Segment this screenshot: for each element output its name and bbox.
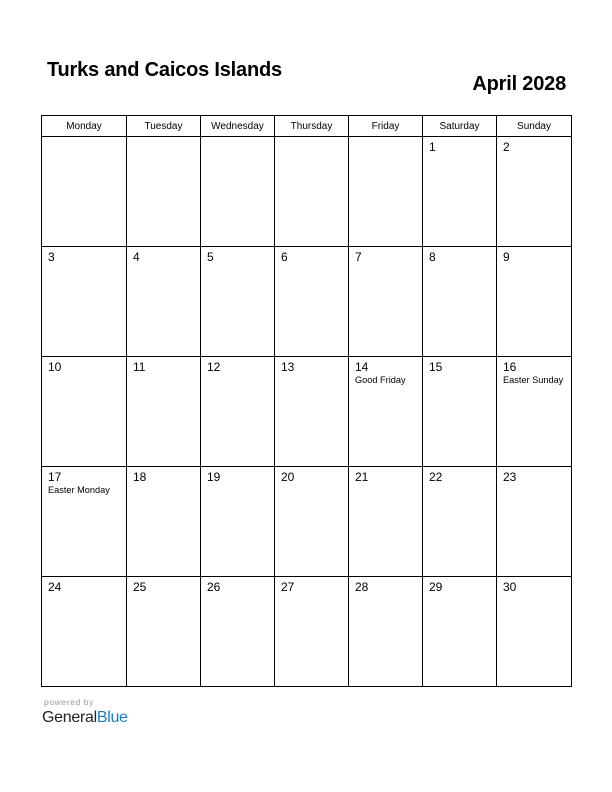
day-number: 8	[429, 250, 436, 264]
day-number: 28	[355, 580, 369, 594]
day-number: 7	[355, 250, 362, 264]
weekday-header-saturday: Saturday	[423, 116, 497, 137]
day-number: 30	[503, 580, 517, 594]
week-row	[42, 357, 572, 467]
day-cell[interactable]	[127, 357, 201, 467]
day-cell[interactable]	[423, 357, 497, 467]
day-cell[interactable]	[497, 247, 572, 357]
weekday-header-wednesday: Wednesday	[201, 116, 275, 137]
day-cell[interactable]	[349, 247, 423, 357]
day-number: 12	[207, 360, 221, 374]
day-cell[interactable]	[127, 137, 201, 247]
day-number: 26	[207, 580, 221, 594]
holiday-label: Easter Monday	[48, 485, 110, 495]
weekday-header-thursday: Thursday	[275, 116, 349, 137]
day-cell[interactable]	[127, 577, 201, 687]
weekday-header-friday: Friday	[349, 116, 423, 137]
day-cell[interactable]	[497, 357, 572, 467]
day-cell[interactable]	[42, 247, 127, 357]
day-number: 20	[281, 470, 295, 484]
weekday-header-tuesday: Tuesday	[127, 116, 201, 137]
day-number: 1	[429, 140, 436, 154]
day-cell[interactable]	[201, 247, 275, 357]
day-number: 6	[281, 250, 288, 264]
day-number: 10	[48, 360, 62, 374]
day-cell[interactable]	[275, 467, 349, 577]
day-cell[interactable]	[201, 577, 275, 687]
day-number: 2	[503, 140, 510, 154]
day-cell[interactable]	[497, 577, 572, 687]
footer-branding	[42, 697, 128, 728]
day-cell[interactable]	[497, 467, 572, 577]
country-title: Turks and Caicos Islands	[47, 59, 282, 81]
day-number: 27	[281, 580, 295, 594]
generalblue-logo[interactable]	[42, 708, 128, 728]
day-cell[interactable]	[42, 137, 127, 247]
day-number: 14	[355, 360, 369, 374]
month-title: April 2028	[472, 73, 566, 95]
day-number: 11	[133, 360, 146, 374]
day-cell[interactable]	[201, 137, 275, 247]
day-number: 17	[48, 470, 62, 484]
day-cell[interactable]	[127, 247, 201, 357]
week-row	[42, 137, 572, 247]
day-cell[interactable]	[423, 467, 497, 577]
day-cell[interactable]	[423, 247, 497, 357]
day-cell[interactable]	[42, 577, 127, 687]
day-number: 16	[503, 360, 517, 374]
day-cell[interactable]	[349, 467, 423, 577]
day-cell[interactable]	[497, 137, 572, 247]
day-cell[interactable]	[201, 357, 275, 467]
holiday-label: Good Friday	[355, 375, 406, 385]
weekday-header-row	[42, 116, 572, 137]
weekday-header-monday: Monday	[42, 116, 127, 137]
day-number: 24	[48, 580, 62, 594]
day-number: 19	[207, 470, 221, 484]
day-cell[interactable]	[42, 357, 127, 467]
day-cell[interactable]	[127, 467, 201, 577]
day-cell[interactable]	[201, 467, 275, 577]
powered-by-text: powered by	[44, 697, 94, 707]
calendar-grid	[41, 115, 572, 687]
day-cell[interactable]	[349, 577, 423, 687]
brand-general-text: General	[42, 709, 97, 726]
day-number: 9	[503, 250, 510, 264]
day-cell[interactable]	[423, 577, 497, 687]
day-cell[interactable]	[349, 357, 423, 467]
day-cell[interactable]	[275, 357, 349, 467]
day-number: 4	[133, 250, 140, 264]
week-row	[42, 577, 572, 687]
day-cell[interactable]	[42, 467, 127, 577]
day-cell[interactable]	[349, 137, 423, 247]
brand-blue-text: Blue	[96, 709, 128, 726]
day-cell[interactable]	[275, 577, 349, 687]
day-number: 13	[281, 360, 295, 374]
day-cell[interactable]	[275, 137, 349, 247]
day-number: 3	[48, 250, 55, 264]
day-cell[interactable]	[275, 247, 349, 357]
weekday-header-sunday: Sunday	[497, 116, 572, 137]
day-number: 5	[207, 250, 214, 264]
day-cell[interactable]	[423, 137, 497, 247]
day-number: 23	[503, 470, 517, 484]
day-number: 29	[429, 580, 443, 594]
holiday-label: Easter Sunday	[503, 375, 564, 385]
day-number: 22	[429, 470, 443, 484]
week-row	[42, 247, 572, 357]
day-number: 21	[355, 470, 369, 484]
day-number: 18	[133, 470, 147, 484]
day-number: 15	[429, 360, 443, 374]
week-row	[42, 467, 572, 577]
day-number: 25	[133, 580, 147, 594]
